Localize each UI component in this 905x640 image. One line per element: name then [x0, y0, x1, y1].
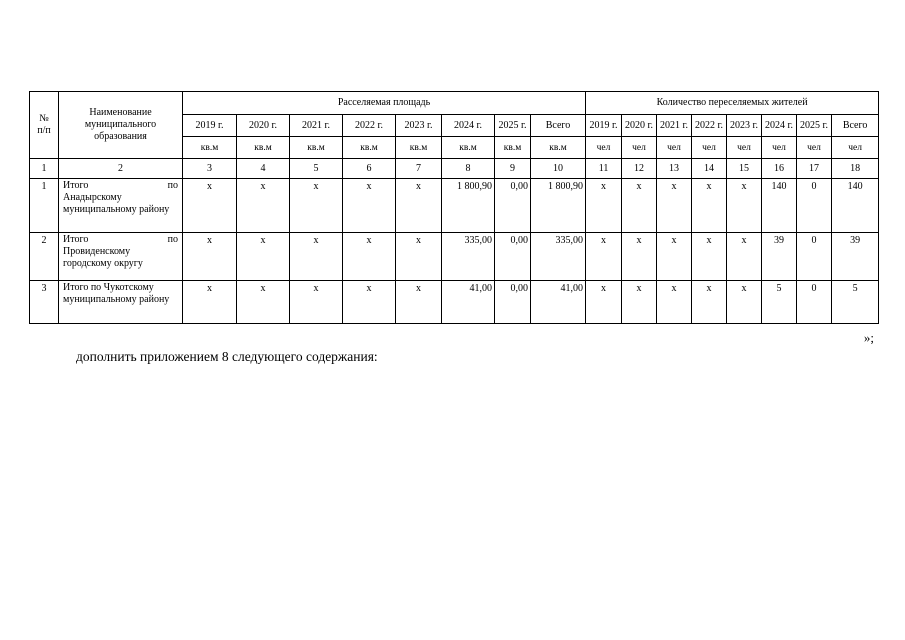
- municipality-name-first: Итого: [63, 180, 89, 191]
- residents-cell: 0: [797, 281, 832, 324]
- header-row-numbers: [30, 159, 879, 179]
- table-row: [30, 179, 879, 233]
- header-row-groups: [30, 92, 879, 115]
- area-cell: x: [396, 281, 442, 324]
- header-residents-year: 2023 г.: [727, 115, 762, 137]
- residents-cell: x: [622, 233, 657, 281]
- residents-cell: 140: [832, 179, 879, 233]
- residents-cell: 5: [832, 281, 879, 324]
- header-area-year: 2019 г.: [183, 115, 237, 137]
- table-row: [30, 233, 879, 281]
- area-cell: x: [237, 179, 290, 233]
- header-residents-unit: чел: [797, 137, 832, 159]
- column-number: 6: [343, 159, 396, 179]
- column-number: 17: [797, 159, 832, 179]
- amendment-paragraph: дополнить приложением 8 следующего содержания:: [76, 349, 378, 364]
- area-cell: x: [396, 233, 442, 281]
- header-no: № п/п: [30, 92, 59, 159]
- residents-cell: x: [622, 281, 657, 324]
- municipality-name-rest: Анадырскому муниципальному району: [63, 192, 170, 215]
- header-area-year: 2024 г.: [442, 115, 495, 137]
- area-cell: x: [183, 233, 237, 281]
- residents-cell: x: [657, 281, 692, 324]
- area-cell: 41,00: [442, 281, 495, 324]
- closing-quote-mark: »;: [863, 330, 874, 345]
- header-area-unit: кв.м: [442, 137, 495, 159]
- column-number: 11: [586, 159, 622, 179]
- header-residents-unit: чел: [586, 137, 622, 159]
- column-number: 9: [495, 159, 531, 179]
- column-number: 7: [396, 159, 442, 179]
- header-residents-year: 2025 г.: [797, 115, 832, 137]
- column-number: 12: [622, 159, 657, 179]
- residents-cell: x: [586, 233, 622, 281]
- area-cell: x: [343, 281, 396, 324]
- header-area-unit: кв.м: [495, 137, 531, 159]
- area-cell: x: [183, 281, 237, 324]
- municipality-name: [59, 281, 183, 324]
- residents-cell: 140: [762, 179, 797, 233]
- municipality-name-rest: Провиденскому городскому округу: [63, 246, 143, 269]
- row-number: 2: [30, 233, 59, 281]
- column-number: 10: [531, 159, 586, 179]
- area-cell: x: [290, 281, 343, 324]
- header-area-unit: кв.м: [396, 137, 442, 159]
- column-number: 18: [832, 159, 879, 179]
- header-area-year: 2025 г.: [495, 115, 531, 137]
- area-cell: x: [396, 179, 442, 233]
- residents-cell: x: [657, 179, 692, 233]
- residents-cell: 39: [832, 233, 879, 281]
- residents-cell: 39: [762, 233, 797, 281]
- area-cell: 335,00: [442, 233, 495, 281]
- residents-cell: 0: [797, 179, 832, 233]
- residents-cell: x: [586, 179, 622, 233]
- header-residents-unit: чел: [622, 137, 657, 159]
- residents-cell: x: [692, 281, 727, 324]
- municipality-name-preposition: по: [167, 234, 178, 245]
- residents-cell: x: [586, 281, 622, 324]
- header-area-unit: кв.м: [237, 137, 290, 159]
- header-residents-year: 2020 г.: [622, 115, 657, 137]
- residents-cell: x: [727, 179, 762, 233]
- municipality-name-first: Итого: [63, 234, 89, 245]
- header-area-unit: кв.м: [290, 137, 343, 159]
- residents-cell: x: [657, 233, 692, 281]
- column-number: 15: [727, 159, 762, 179]
- area-cell: x: [183, 179, 237, 233]
- area-cell: x: [237, 281, 290, 324]
- area-cell: 1 800,90: [442, 179, 495, 233]
- municipality-name-rest: муниципальному району: [63, 294, 170, 305]
- header-residents-unit: чел: [692, 137, 727, 159]
- residents-cell: x: [622, 179, 657, 233]
- header-area-year: Всего: [531, 115, 586, 137]
- column-number: 14: [692, 159, 727, 179]
- residents-cell: x: [692, 233, 727, 281]
- column-number: 8: [442, 159, 495, 179]
- residents-cell: x: [727, 233, 762, 281]
- area-cell: 0,00: [495, 233, 531, 281]
- header-area-year: 2021 г.: [290, 115, 343, 137]
- municipality-name-preposition: по: [167, 180, 178, 191]
- row-number: 3: [30, 281, 59, 324]
- column-number: 16: [762, 159, 797, 179]
- municipality-name: [59, 233, 183, 281]
- row-number: 1: [30, 179, 59, 233]
- municipality-name: [59, 179, 183, 233]
- relocation-table: [29, 91, 879, 324]
- area-cell: x: [343, 179, 396, 233]
- header-name: Наименование муниципального образования: [59, 92, 183, 159]
- column-number: 5: [290, 159, 343, 179]
- area-cell: 1 800,90: [531, 179, 586, 233]
- header-residents-year: 2024 г.: [762, 115, 797, 137]
- column-number: 3: [183, 159, 237, 179]
- header-residents-unit: чел: [657, 137, 692, 159]
- area-cell: x: [290, 233, 343, 281]
- header-area-group: Расселяемая площадь: [183, 92, 586, 115]
- residents-cell: x: [692, 179, 727, 233]
- area-cell: 0,00: [495, 179, 531, 233]
- header-residents-unit: чел: [832, 137, 879, 159]
- area-cell: 41,00: [531, 281, 586, 324]
- header-area-year: 2022 г.: [343, 115, 396, 137]
- header-residents-unit: чел: [762, 137, 797, 159]
- header-residents-year: 2021 г.: [657, 115, 692, 137]
- header-residents-group: Количество переселяемых жителей: [586, 92, 879, 115]
- municipality-name-first: Итого по Чукотскому: [63, 282, 154, 293]
- header-residents-unit: чел: [727, 137, 762, 159]
- column-number: 4: [237, 159, 290, 179]
- area-cell: x: [237, 233, 290, 281]
- area-cell: 0,00: [495, 281, 531, 324]
- area-cell: x: [290, 179, 343, 233]
- table-body: [30, 179, 879, 324]
- header-residents-year: 2022 г.: [692, 115, 727, 137]
- header-residents-year: 2019 г.: [586, 115, 622, 137]
- column-number: 13: [657, 159, 692, 179]
- header-area-unit: кв.м: [343, 137, 396, 159]
- area-cell: x: [343, 233, 396, 281]
- residents-cell: x: [727, 281, 762, 324]
- table-row: [30, 281, 879, 324]
- residents-cell: 5: [762, 281, 797, 324]
- header-residents-year: Всего: [832, 115, 879, 137]
- header-area-unit: кв.м: [183, 137, 237, 159]
- column-number: 1: [30, 159, 59, 179]
- header-area-year: 2020 г.: [237, 115, 290, 137]
- header-area-unit: кв.м: [531, 137, 586, 159]
- area-cell: 335,00: [531, 233, 586, 281]
- column-number: 2: [59, 159, 183, 179]
- header-area-year: 2023 г.: [396, 115, 442, 137]
- residents-cell: 0: [797, 233, 832, 281]
